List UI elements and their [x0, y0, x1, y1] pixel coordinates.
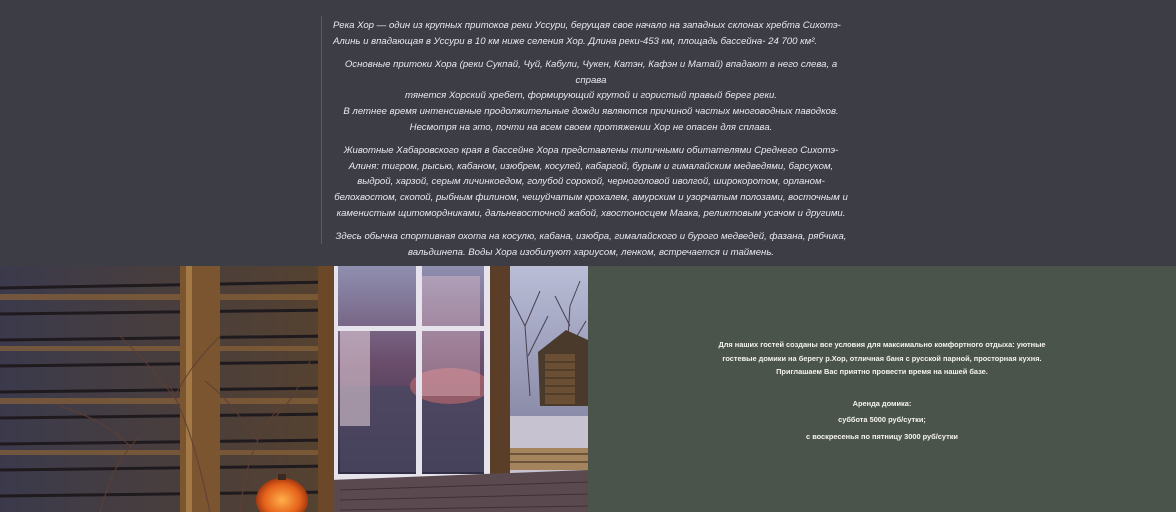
rent-weekday-price: с воскресенья по пятницу 3000 руб/сутки [806, 431, 958, 441]
floods-line: В летнее время интенсивные продолжительные дожди являются причиной частых многоводных паводков. [343, 105, 839, 117]
comfort-line: Для наших гостей созданы все условия для максимально комфортного отдыха: уютные [718, 340, 1046, 349]
rafting-line: Несмотря на это, почти на всем своем протяжении Хор не опасен для сплава. [409, 121, 773, 133]
guest-info-text [588, 338, 1176, 444]
about-river-text [333, 18, 849, 260]
tributaries-line-1: Основные притоки Хора (реки Сукпай, Чуй, Кабули, Чукен, Катэн, Кафэн и Матай) впадают в него слева, а справа [344, 59, 838, 86]
guest-info-panel [588, 266, 1176, 512]
tributaries-paragraph [333, 57, 849, 135]
guest-house-photo [0, 266, 588, 512]
wildlife-paragraph: Животные Хабаровского края в бассейне Хора представлены типичными обитателями Среднего Сихотэ-Алиня: тигром, рысью, кабаном, изюбрем, косулей, кабаргой, бурым и гималайским медведями, барсуком, выдрой, харзой, серым личинкоедом, голубой сорокой, черноголовой иволгой, широкоротом, орланом-белохвостом, скопой, рыбным филином, чешуйчатым крохалем, амурским и узорчатым полозами, восточным и каменистым щитомордниками, дальневосточной жабой, хвостоносцем Маака, реликтовым усачом и другими. [334, 145, 848, 219]
rent-title: Аренда домика: [852, 398, 912, 408]
houses-line: гостевые домики на берегу р.Хор, отличная баня с русской парной, просторная кухня. [722, 353, 1042, 363]
invitation-line: Приглашаем Вас приятно провести время на нашей базе. [776, 367, 988, 377]
tributaries-line-2: тянется Хорский хребет, формирующий крутой и гористый правый берег реки. [404, 90, 777, 102]
vertical-divider [321, 16, 322, 244]
spacer [588, 379, 1176, 397]
rent-saturday-price: суббота 5000 руб/сутки; [838, 415, 926, 425]
river-description-paragraph: Река Хор — один из крупных притоков реки Уссури, берущая свое начало на западных склонах хребта Сихотэ-Алинь и впадающая в Уссури в 10 км ниже селения Хор. Длина реки-453 км, площадь бассейна- 24 700 км². [333, 20, 841, 47]
hunting-fishing-paragraph: Здесь обычна спортивная охота на косулю, кабана, изюбра, гималайского и бурого медведей, фазана, рябчика, вальдшнепа. Воды Хора изобилуют хариусом, ленком, встречается и таймень. [335, 231, 847, 258]
